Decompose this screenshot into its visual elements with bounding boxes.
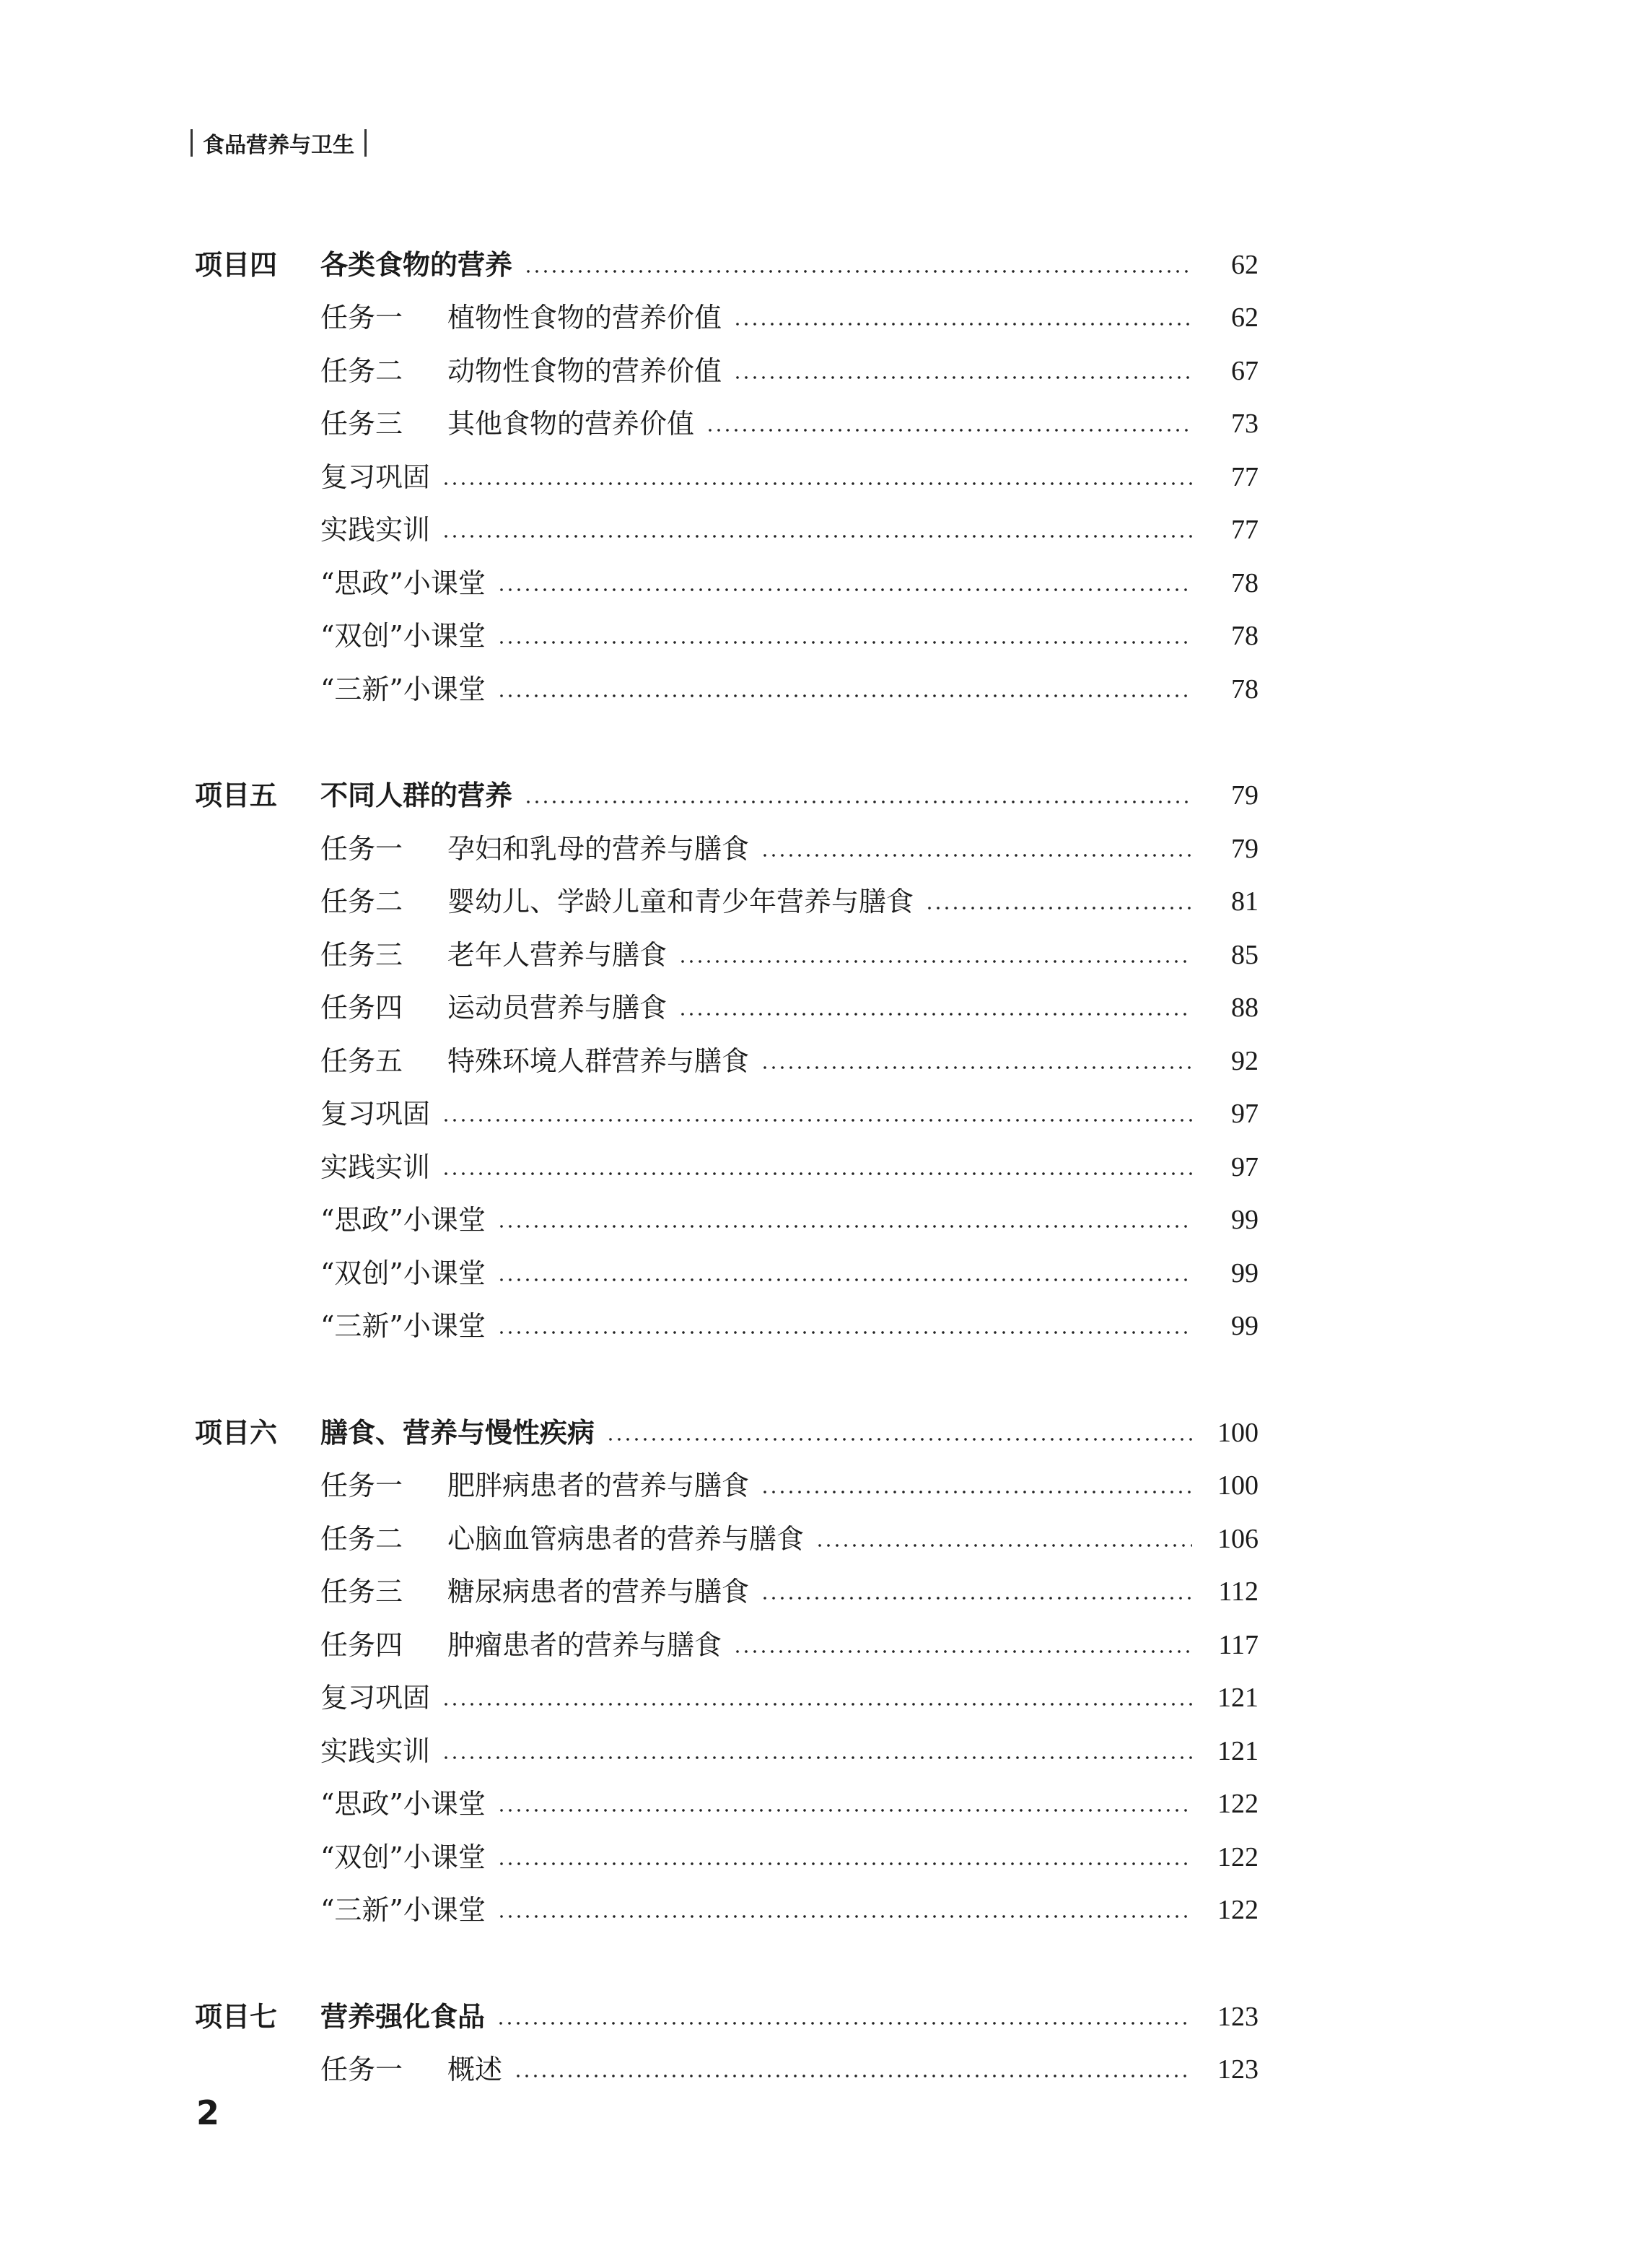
toc-entry[interactable] <box>195 1499 1259 1553</box>
entry-page: 78 <box>1231 567 1259 598</box>
entry-page: 99 <box>1231 1205 1259 1235</box>
toc-project-entry[interactable] <box>195 1977 1259 2031</box>
dot-leader <box>606 1438 1192 1441</box>
toc-entry[interactable] <box>195 915 1259 969</box>
task-number: 任务二 <box>320 886 403 917</box>
entry-page: 121 <box>1217 1683 1259 1713</box>
toc-section <box>195 225 1259 703</box>
entry-page: 112 <box>1218 1576 1259 1607</box>
task-number: 任务一 <box>320 832 403 865</box>
entry-page: 122 <box>1217 1841 1259 1872</box>
dot-leader <box>514 2075 1192 2077</box>
toc-section <box>195 756 1259 1340</box>
task-number: 任务五 <box>320 1044 403 1077</box>
entry-title: 特殊环境人群营养与膳食 <box>447 1044 750 1077</box>
project-page: 123 <box>1217 2001 1259 2032</box>
entry-title: “思政”小课堂 <box>320 1204 486 1236</box>
entry-page: 79 <box>1231 833 1259 864</box>
task-number: 任务四 <box>320 1628 403 1661</box>
toc-entry[interactable] <box>195 1287 1259 1340</box>
dot-leader <box>442 482 1192 485</box>
entry-title: “双创”小课堂 <box>320 620 486 652</box>
book-title: 食品营养与卫生 <box>203 133 354 158</box>
entry-title: “三新”小课堂 <box>320 1894 486 1926</box>
entry-title: 复习巩固 <box>320 1098 431 1130</box>
task-number: 任务三 <box>320 1576 403 1608</box>
dot-leader <box>925 907 1192 910</box>
toc-entry[interactable] <box>195 1447 1259 1500</box>
toc-project-entry[interactable] <box>195 1393 1259 1447</box>
dot-leader <box>761 1491 1192 1493</box>
entry-title: “双创”小课堂 <box>320 1257 486 1289</box>
task-number: 任务一 <box>320 1470 403 1501</box>
toc-entry[interactable] <box>195 1605 1259 1659</box>
dot-leader <box>497 1278 1192 1281</box>
entry-page: 123 <box>1217 2054 1259 2085</box>
entry-page: 99 <box>1231 1257 1259 1288</box>
toc-entry[interactable] <box>195 1128 1259 1181</box>
entry-page: 85 <box>1231 939 1259 970</box>
dot-leader <box>497 1225 1192 1228</box>
dot-leader <box>497 694 1192 697</box>
toc-entry[interactable] <box>195 1075 1259 1128</box>
toc-entry[interactable] <box>195 597 1259 650</box>
entry-page: 78 <box>1231 673 1259 705</box>
toc-entry[interactable] <box>195 809 1259 863</box>
running-header <box>191 127 367 159</box>
entry-title: 实践实训 <box>320 514 431 546</box>
project-number: 项目五 <box>195 780 278 811</box>
entry-page: 97 <box>1231 1099 1259 1129</box>
entry-title: 复习巩固 <box>320 1682 431 1714</box>
project-number: 项目六 <box>195 1416 278 1449</box>
entry-title: “双创”小课堂 <box>320 1841 486 1873</box>
dot-leader <box>497 1331 1192 1334</box>
entry-title: 概述 <box>447 2054 503 2085</box>
entry-title: 老年人营养与膳食 <box>447 938 668 971</box>
entry-title: 实践实训 <box>320 1735 431 1767</box>
dot-leader <box>497 1809 1192 1812</box>
entry-page: 62 <box>1231 302 1259 333</box>
entry-page: 77 <box>1231 515 1259 545</box>
entry-page: 100 <box>1217 1470 1259 1501</box>
toc-project-entry[interactable] <box>195 225 1259 279</box>
entry-title: “三新”小课堂 <box>320 673 486 705</box>
toc-entry[interactable] <box>195 385 1259 438</box>
toc-entry[interactable] <box>195 1021 1259 1075</box>
dot-leader <box>678 1013 1192 1016</box>
toc-entry[interactable] <box>195 331 1259 385</box>
dot-leader <box>442 535 1192 538</box>
toc-entry[interactable] <box>195 969 1259 1022</box>
toc-entry[interactable] <box>195 1181 1259 1234</box>
task-number: 任务一 <box>320 302 403 333</box>
entry-title: 运动员营养与膳食 <box>447 992 668 1024</box>
toc-entry[interactable] <box>195 1871 1259 1924</box>
toc-entry[interactable] <box>195 279 1259 332</box>
toc-entry[interactable] <box>195 1711 1259 1765</box>
entry-page: 73 <box>1231 409 1259 439</box>
entry-page: 88 <box>1231 993 1259 1023</box>
entry-title: “思政”小课堂 <box>320 1788 486 1820</box>
dot-leader <box>496 2022 1192 2025</box>
dot-leader <box>497 1862 1192 1865</box>
entry-page: 99 <box>1231 1311 1259 1341</box>
dot-leader <box>761 1597 1192 1600</box>
toc-entry[interactable] <box>195 1659 1259 1712</box>
entry-page: 122 <box>1217 1895 1259 1925</box>
toc-entry[interactable] <box>195 863 1259 916</box>
dot-leader <box>733 376 1192 379</box>
dot-leader <box>442 1703 1192 1706</box>
dot-leader <box>497 1915 1192 1918</box>
project-title: 膳食、营养与慢性疾病 <box>320 1416 595 1449</box>
toc-section <box>195 1393 1259 1924</box>
entry-page: 117 <box>1218 1629 1259 1660</box>
project-number: 项目七 <box>195 2000 278 2033</box>
entry-page: 77 <box>1231 461 1259 492</box>
project-title: 各类食物的营养 <box>320 248 513 281</box>
toc-entry[interactable] <box>195 437 1259 491</box>
dot-leader <box>442 1119 1192 1122</box>
entry-title: 动物性食物的营养价值 <box>447 354 722 387</box>
entry-page: 81 <box>1231 886 1259 917</box>
entry-title: 肿瘤患者的营养与膳食 <box>447 1628 722 1661</box>
toc-project-entry[interactable] <box>195 756 1259 810</box>
toc-entry[interactable] <box>195 1553 1259 1606</box>
toc-entry[interactable] <box>195 544 1259 597</box>
entry-page: 92 <box>1231 1045 1259 1076</box>
dot-leader <box>524 270 1192 273</box>
task-number: 任务二 <box>320 354 403 387</box>
task-number: 任务一 <box>320 2054 403 2085</box>
entry-title: 婴幼儿、学龄儿童和青少年营养与膳食 <box>447 886 914 917</box>
page-number: 2 <box>196 2093 220 2132</box>
toc-entry[interactable] <box>195 650 1259 703</box>
entry-title: “思政”小课堂 <box>320 567 486 599</box>
task-number: 任务二 <box>320 1522 403 1555</box>
header-divider-left <box>191 129 193 157</box>
dot-leader <box>442 1756 1192 1759</box>
entry-page: 121 <box>1217 1735 1259 1766</box>
project-page: 100 <box>1217 1417 1259 1448</box>
entry-page: 78 <box>1231 621 1259 651</box>
entry-title: 实践实训 <box>320 1151 431 1183</box>
toc-entry[interactable] <box>195 1234 1259 1287</box>
entry-page: 106 <box>1217 1523 1259 1554</box>
toc-section <box>195 1977 1259 2083</box>
task-number: 任务三 <box>320 938 403 971</box>
toc-entry[interactable] <box>195 491 1259 544</box>
project-title: 营养强化食品 <box>320 2000 486 2033</box>
toc-entry[interactable] <box>195 1818 1259 1871</box>
entry-title: “三新”小课堂 <box>320 1310 486 1342</box>
dot-leader <box>497 641 1192 644</box>
task-number: 任务四 <box>320 992 403 1024</box>
entry-page: 67 <box>1231 355 1259 386</box>
entry-title: 复习巩固 <box>320 461 431 493</box>
entry-page: 97 <box>1231 1151 1259 1182</box>
entry-title: 肥胖病患者的营养与膳食 <box>447 1470 750 1501</box>
dot-leader <box>815 1544 1192 1547</box>
dot-leader <box>524 801 1192 803</box>
project-number: 项目四 <box>195 248 278 281</box>
project-page: 79 <box>1231 780 1259 811</box>
entry-title: 心脑血管病患者的营养与膳食 <box>447 1522 805 1555</box>
entry-title: 植物性食物的营养价值 <box>447 302 722 333</box>
entry-page: 122 <box>1217 1789 1259 1819</box>
dot-leader <box>733 1650 1192 1653</box>
dot-leader <box>497 588 1192 591</box>
entry-title: 孕妇和乳母的营养与膳食 <box>447 832 750 865</box>
header-divider-right <box>364 129 367 157</box>
entry-title: 糖尿病患者的营养与膳食 <box>447 1576 750 1608</box>
toc-entry[interactable] <box>195 1765 1259 1818</box>
task-number: 任务三 <box>320 408 403 440</box>
dot-leader <box>733 323 1192 326</box>
project-page: 62 <box>1231 249 1259 280</box>
dot-leader <box>761 854 1192 857</box>
toc-entry[interactable] <box>195 2031 1259 2084</box>
dot-leader <box>442 1172 1192 1175</box>
entry-title: 其他食物的营养价值 <box>447 408 695 440</box>
dot-leader <box>761 1066 1192 1069</box>
table-of-contents <box>195 225 1259 2083</box>
dot-leader <box>678 960 1192 963</box>
dot-leader <box>706 429 1192 432</box>
project-title: 不同人群的营养 <box>320 780 513 811</box>
